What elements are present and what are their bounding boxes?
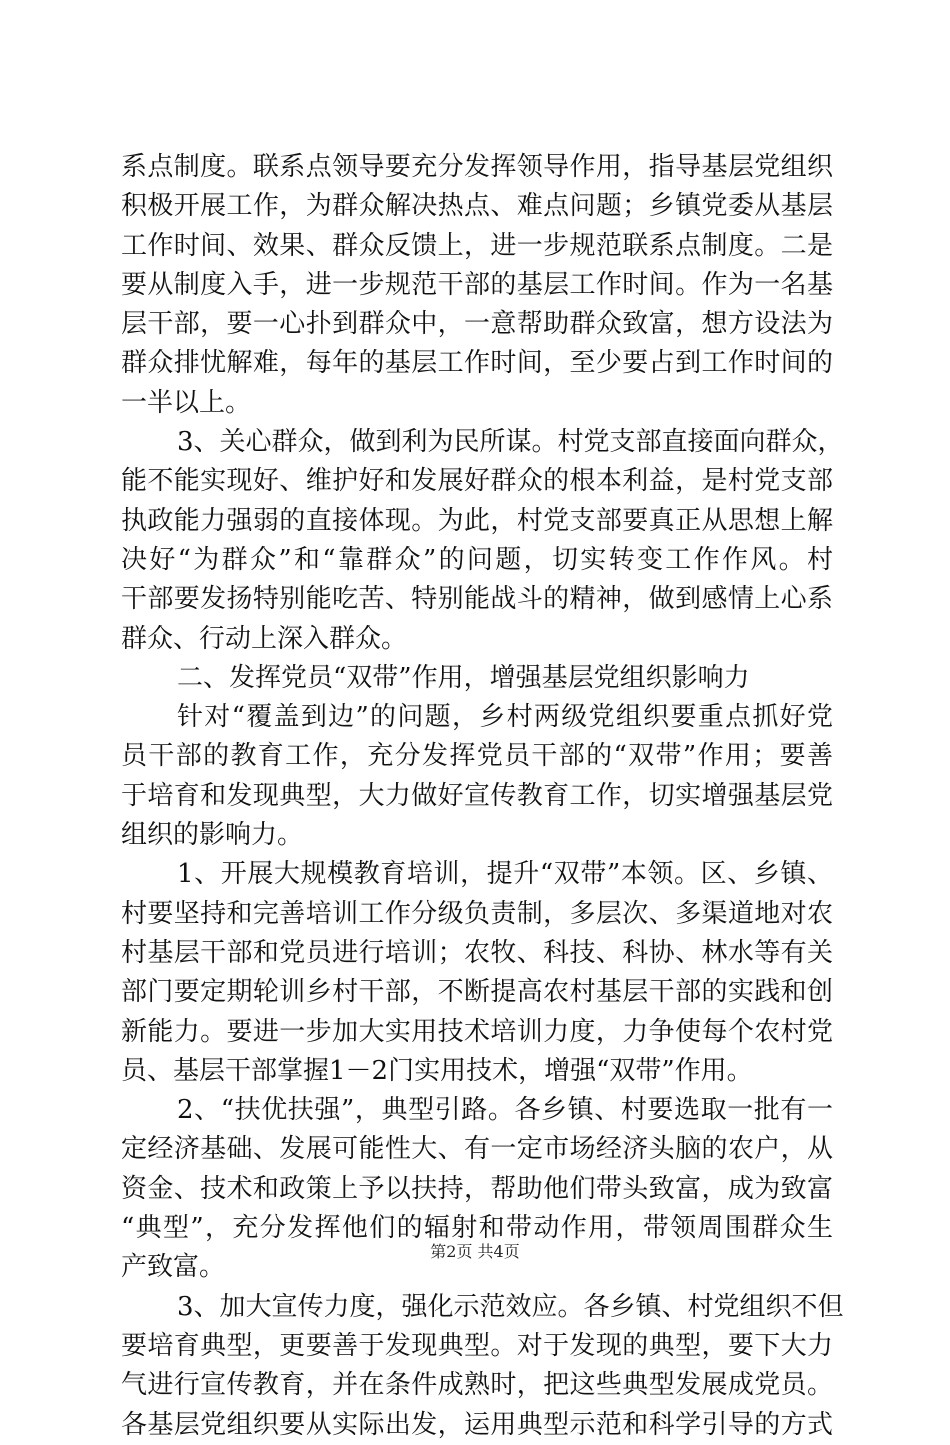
paragraph-first-line: 针对“覆盖到边”的问题，乡村两级党组织要重点抓好党 [177,702,833,733]
text-line: 执政能力强弱的直接体现。为此，村党支部要真正从思想上解 [121,505,833,536]
text-line: 群众排忧解难，每年的基层工作时间，至少要占到工作时间的 [121,348,833,379]
text-line: 员干部的教育工作，充分发挥党员干部的“双带”作用；要善 [121,741,833,772]
text-line: 定经济基础、发展可能性大、有一定市场经济头脑的农户，从 [121,1134,833,1165]
text-line: 村要坚持和完善培训工作分级负责制，多层次、多渠道地对农 [121,898,833,929]
text-line: 决好“为群众”和“靠群众”的问题，切实转变工作作风。村 [121,544,833,575]
section-heading: 二、发挥党员“双带”作用，增强基层党组织影响力 [177,662,750,693]
text-line: 资金、技术和政策上予以扶持，帮助他们带头致富，成为致富 [121,1173,833,1204]
text-line: 能不能实现好、维护好和发展好群众的根本利益，是村党支部 [121,466,833,497]
text-line: 干部要发扬特别能吃苦、特别能战斗的精神，做到感情上心系 [121,584,833,615]
text-line: 部门要定期轮训乡村干部，不断提高农村基层干部的实践和创 [121,977,833,1008]
text-line: 组织的影响力。 [121,820,304,851]
text-line: 层干部，要一心扑到群众中，一意帮助群众致富，想方设法为 [121,309,833,340]
text-line: 系点制度。联系点领导要充分发挥领导作用，指导基层党组织 [121,152,833,182]
paragraph-first-line: 3、关心群众，做到利为民所谋。村党支部直接面向群众， [177,427,844,458]
text-line: 工作时间、效果、群众反馈上，进一步规范联系点制度。二是 [121,230,833,261]
text-line: 产致富。 [121,1252,226,1283]
text-line: 一半以上。 [121,387,252,418]
text-line: 群众、行动上深入群众。 [121,623,408,654]
text-line: 要培育典型，更要善于发现典型。对于发现的典型，要下大力 [121,1330,833,1361]
paragraph-first-line: 3、加大宣传力度，强化示范效应。各乡镇、村党组织不但 [177,1291,844,1322]
text-line: 各基层党组织要从实际出发，运用典型示范和科学引导的方式 [121,1409,833,1440]
paragraph-first-line: 2、“扶优扶强”，典型引路。各乡镇、村要选取一批有一 [177,1095,833,1126]
paragraph-first-line: 1、开展大规模教育培训，提升“双带”本领。区、乡镇、 [177,859,833,890]
text-line: 要从制度入手，进一步规范干部的基层工作时间。作为一名基 [121,269,833,300]
text-line: 员、基层干部掌握1－2门实用技术，增强“双带”作用。 [121,1055,753,1086]
text-line: 气进行宣传教育，并在条件成熟时，把这些典型发展成党员。 [121,1370,833,1401]
text-line: “典型”，充分发挥他们的辐射和带动作用，带领周围群众生 [121,1213,833,1244]
text-line: 于培育和发现典型，大力做好宣传教育工作，切实增强基层党 [121,780,833,811]
text-line: 积极开展工作，为群众解决热点、难点问题；乡镇党委从基层 [121,191,833,222]
page-number-footer: 第2页 共4页 [430,1242,520,1261]
text-line: 新能力。要进一步加大实用技术培训力度，力争使每个农村党 [121,1016,833,1047]
text-line: 村基层干部和党员进行培训；农牧、科技、科协、林水等有关 [121,937,833,968]
